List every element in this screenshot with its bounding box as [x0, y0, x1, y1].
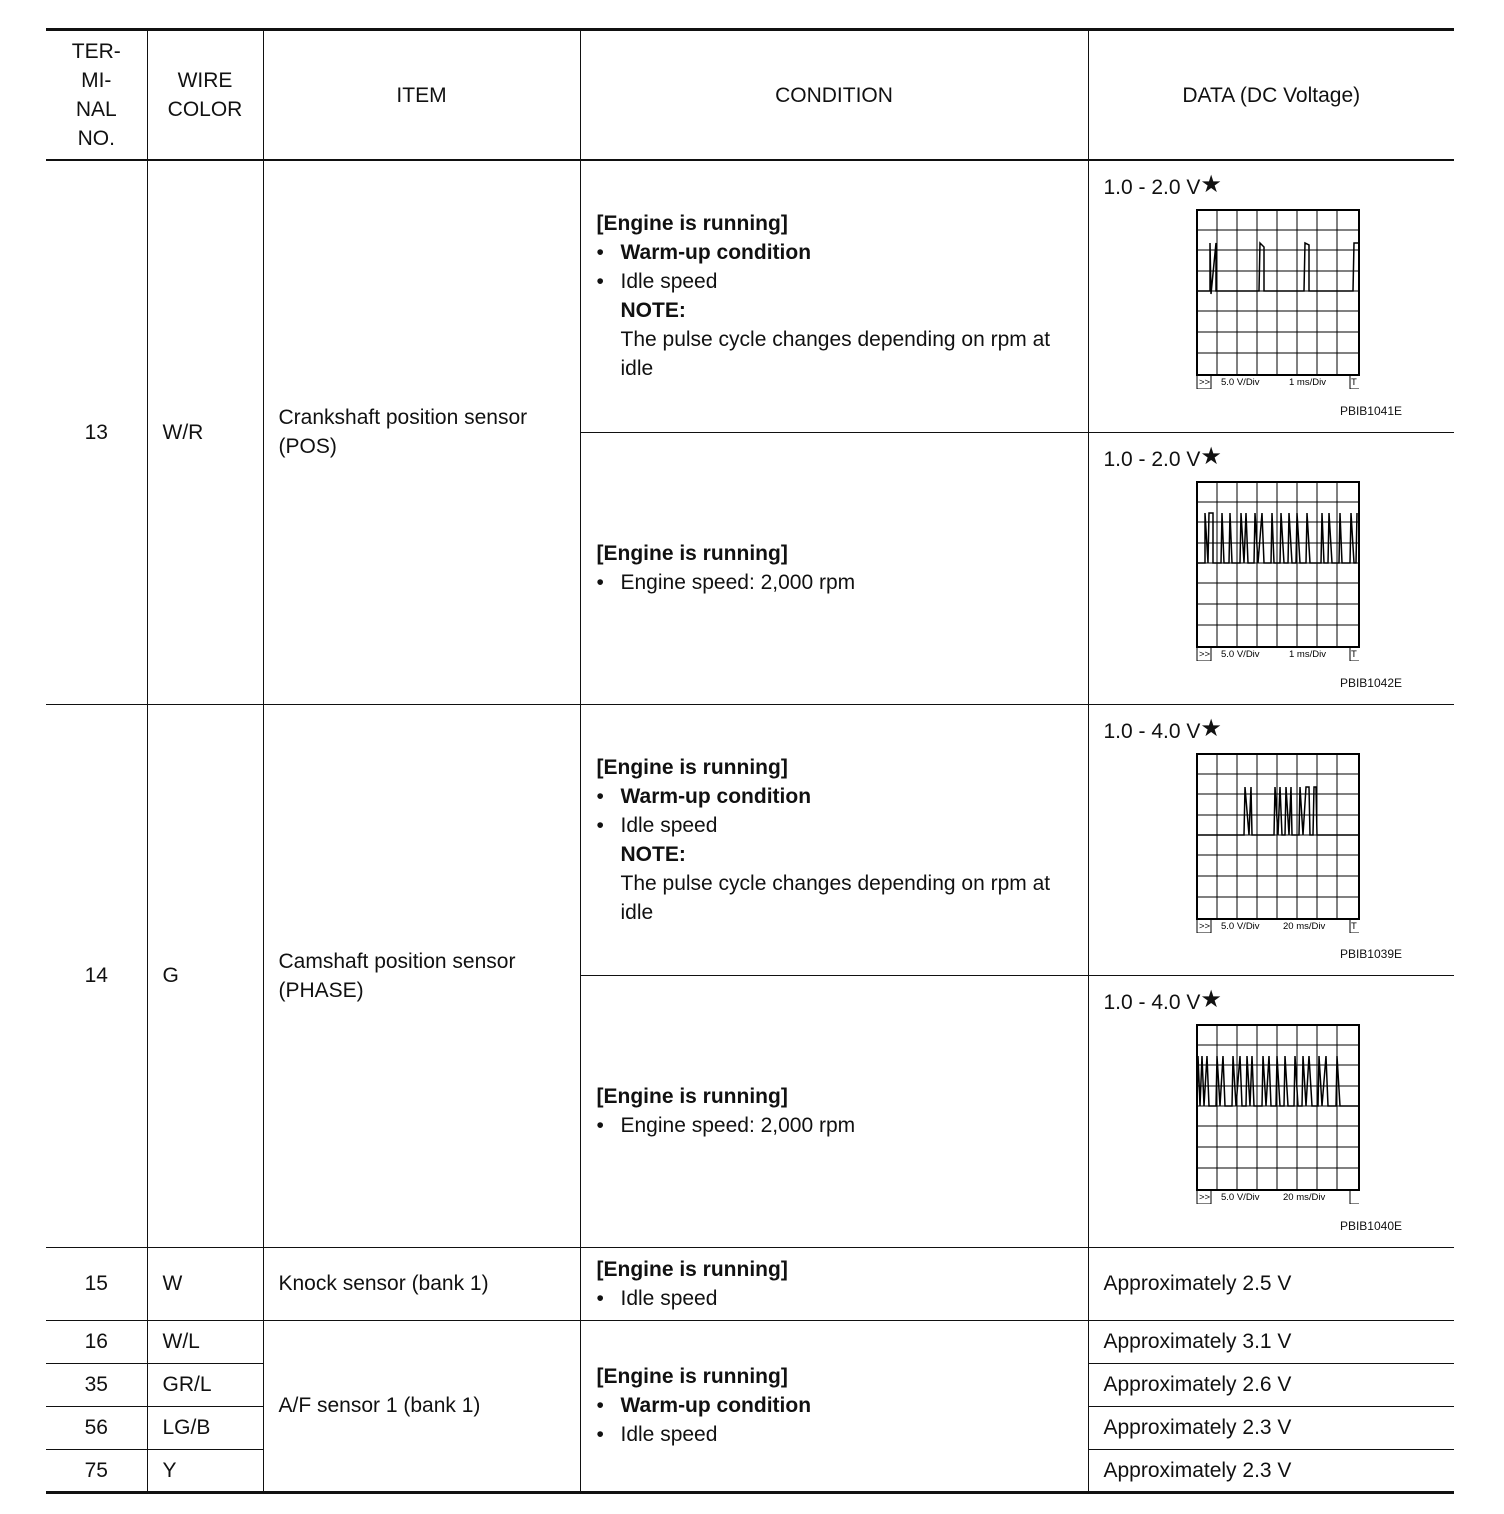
oscilloscope-waveform: [1196, 209, 1361, 389]
wire-color-cell: Y: [147, 1449, 263, 1492]
condition-heading: [Engine is running]: [596, 542, 788, 565]
terminal-cell: 56: [46, 1406, 147, 1449]
header-wire-color: WIRE COLOR: [147, 30, 263, 161]
figure-code: PBIB1041E: [1339, 403, 1402, 418]
condition-heading: [Engine is running]: [596, 212, 788, 236]
svg-text:5.0 V/Div: 5.0 V/Div: [1220, 377, 1260, 388]
note-text: The pulse cycle changes depending on rpm at idle: [620, 328, 1051, 381]
star-icon: ★: [1200, 171, 1222, 198]
star-icon: ★: [1200, 985, 1222, 1013]
data-cell: Approximately 3.1 V: [1088, 1320, 1454, 1363]
wire-color-cell: W: [147, 1247, 263, 1320]
svg-text:5.0 V/Div: 5.0 V/Div: [1220, 920, 1260, 932]
header-row: [46, 30, 1454, 161]
condition-cell: [Engine is running] • Warm-up condition • Idle speed: [580, 1320, 1088, 1492]
data-cell: Approximately 2.3 V: [1088, 1406, 1454, 1449]
svg-text:>>: >>: [1198, 920, 1210, 932]
svg-text:1 ms/Div: 1 ms/Div: [1288, 648, 1326, 660]
svg-text:20 ms/Div: 20 ms/Div: [1282, 1191, 1325, 1203]
oscilloscope-waveform: [1196, 481, 1361, 661]
table-row: [46, 704, 1454, 975]
terminal-cell: 14: [46, 704, 147, 1247]
svg-text:>>: >>: [1198, 1191, 1210, 1203]
note-label: NOTE:: [620, 842, 686, 866]
scope-data-cell: 1.0 - 2.0 V★ >> 5.0 V/Div 1 ms/Div T PBIB1041E: [1088, 160, 1454, 432]
scope-data-cell: 1.0 - 4.0 V★ >> 5.0 V/Div 20 ms/Div PBIB1040E: [1088, 975, 1454, 1247]
wire-color-cell: GR/L: [147, 1363, 263, 1406]
header-item: ITEM: [263, 30, 580, 161]
condition-cell: [Engine is running] • Warm-up condition • Idle speed NOTE: The pulse cycle changes depending on rpm at idle: [580, 704, 1088, 975]
svg-text:5.0 V/Div: 5.0 V/Div: [1220, 1191, 1260, 1203]
wire-color-cell: W/L: [147, 1320, 263, 1363]
wire-color-cell: LG/B: [147, 1406, 263, 1449]
figure-code: PBIB1042E: [1339, 675, 1402, 690]
oscilloscope-waveform: [1196, 1024, 1361, 1204]
item-cell: Crankshaft position sensor (POS): [263, 160, 580, 704]
table-row: [46, 1247, 1454, 1320]
wire-color-cell: G: [147, 704, 263, 1247]
note-text: The pulse cycle changes depending on rpm at idle: [620, 871, 1051, 924]
svg-text:20 ms/Div: 20 ms/Div: [1282, 920, 1325, 932]
header-data: DATA (DC Voltage): [1088, 30, 1454, 161]
svg-text:>>: >>: [1198, 377, 1210, 388]
data-cell: Approximately 2.5 V: [1088, 1247, 1454, 1320]
figure-code: PBIB1039E: [1339, 946, 1402, 961]
item-cell: A/F sensor 1 (bank 1): [263, 1320, 580, 1492]
scope-data-cell: 1.0 - 2.0 V★ >> 5.0 V/Div 1 ms/Div T PBIB1042E: [1088, 432, 1454, 704]
svg-text:T: T: [1350, 920, 1357, 932]
data-cell: Approximately 2.3 V: [1088, 1449, 1454, 1492]
terminal-cell: 15: [46, 1247, 147, 1320]
figure-code: PBIB1040E: [1339, 1218, 1402, 1233]
terminal-data-table: [46, 28, 1454, 1494]
star-icon: ★: [1200, 714, 1222, 742]
condition-heading: [Engine is running]: [596, 1257, 788, 1281]
header-condition: CONDITION: [580, 30, 1088, 161]
condition-cell: [Engine is running] • Idle speed: [580, 1247, 1088, 1320]
condition-cell: [Engine is running] • Engine speed: 2,000 rpm: [580, 975, 1088, 1247]
data-cell: Approximately 2.6 V: [1088, 1363, 1454, 1406]
svg-text:>>: >>: [1198, 648, 1210, 660]
svg-text:T: T: [1350, 648, 1357, 660]
condition-heading: [Engine is running]: [596, 1365, 788, 1388]
condition-cell: [Engine is running] • Engine speed: 2,000 rpm: [580, 432, 1088, 704]
terminal-cell: 35: [46, 1363, 147, 1406]
table-row: [46, 160, 1454, 432]
header-terminal-no: TER- MI- NAL NO.: [46, 30, 147, 161]
condition-heading: [Engine is running]: [596, 1085, 788, 1108]
svg-text:1 ms/Div: 1 ms/Div: [1288, 377, 1326, 388]
condition-heading: [Engine is running]: [596, 755, 788, 779]
star-icon: ★: [1200, 442, 1222, 470]
note-label: NOTE:: [620, 299, 686, 323]
oscilloscope-waveform: [1196, 753, 1361, 933]
terminal-cell: 75: [46, 1449, 147, 1492]
svg-text:T: T: [1350, 377, 1357, 388]
terminal-cell: 16: [46, 1320, 147, 1363]
wire-color-cell: W/R: [147, 160, 263, 704]
item-cell: Camshaft position sensor (PHASE): [263, 704, 580, 1247]
condition-cell: [Engine is running] • Warm-up condition • Idle speed NOTE: The pulse cycle changes depending on rpm at idle: [580, 160, 1088, 432]
table-row: [46, 1320, 1454, 1363]
terminal-cell: 13: [46, 160, 147, 704]
scope-data-cell: 1.0 - 4.0 V★ >> 5.0 V/Div 20 ms/Div T PBIB1039E: [1088, 704, 1454, 975]
svg-text:5.0 V/Div: 5.0 V/Div: [1220, 648, 1260, 660]
item-cell: Knock sensor (bank 1): [263, 1247, 580, 1320]
